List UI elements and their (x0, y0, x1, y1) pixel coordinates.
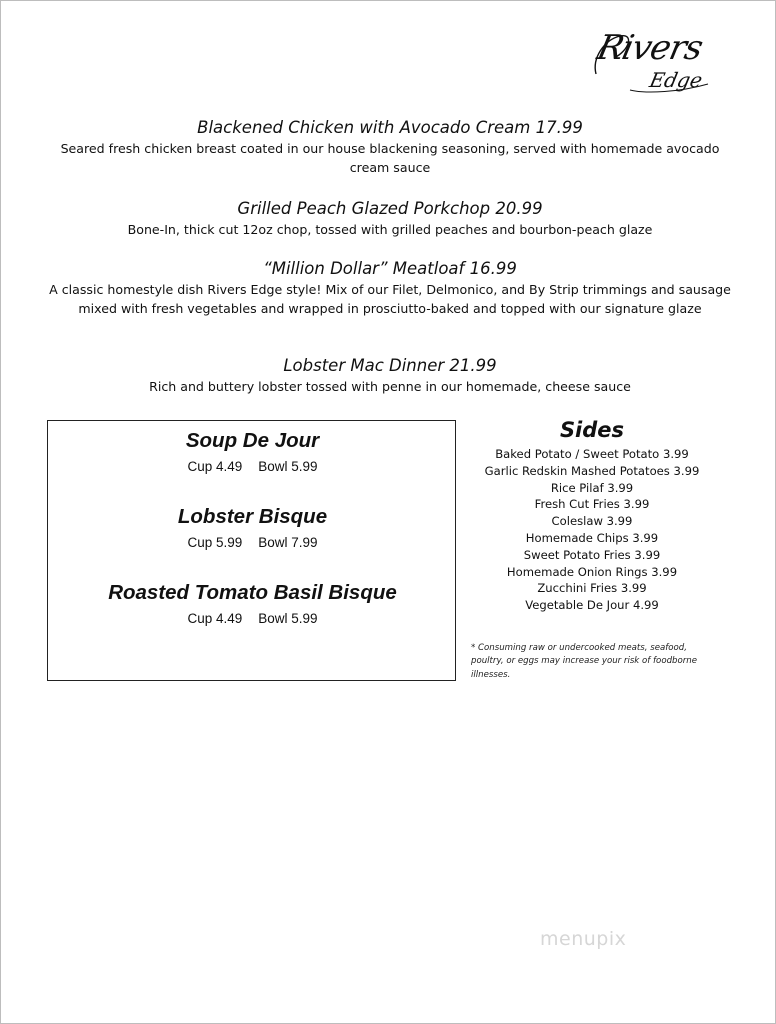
soup-price (48, 611, 457, 626)
dish-item (40, 259, 740, 318)
logo-line-1: Rivers (593, 28, 706, 68)
soup-item (48, 505, 457, 550)
sides-title: Sides (559, 418, 625, 442)
bowl-price: Bowl 7.99 (258, 535, 318, 550)
cup-price: Cup 4.49 (187, 611, 243, 626)
dish-item (40, 199, 740, 240)
side-item: Garlic Redskin Mashed Potatoes 3.99 (484, 463, 700, 478)
soup-name: Soup De Jour (185, 429, 320, 452)
dish-description: Bone-In, thick cut 12oz chop, tossed with grilled peaches and bourbon-peach glaze (127, 222, 653, 237)
side-item: Fresh Cut Fries 3.99 (534, 497, 650, 512)
cup-price: Cup 4.49 (187, 459, 243, 474)
dish-title: Lobster Mac Dinner 21.99 (283, 356, 497, 375)
side-item: Sweet Potato Fries 3.99 (523, 547, 661, 562)
dish-description: Seared fresh chicken breast coated in our house blackening seasoning, served with homemade avocado cream sauce (60, 141, 720, 175)
soup-item (48, 429, 457, 474)
soup-price (48, 535, 457, 550)
soup-name: Lobster Bisque (177, 505, 328, 528)
soup-box (47, 420, 456, 681)
food-safety-disclaimer: * Consuming raw or undercooked meats, seafood, poultry, or eggs may increase your risk of foodborne illnesses. (471, 643, 698, 680)
bowl-price: Bowl 5.99 (258, 611, 318, 626)
dish-title: Grilled Peach Glazed Porkchop 20.99 (237, 199, 543, 218)
rivers-edge-logo (590, 28, 720, 100)
logo-line-2: Edge (647, 68, 705, 92)
side-item: Zucchini Fries 3.99 (537, 581, 647, 596)
bowl-price: Bowl 5.99 (258, 459, 318, 474)
side-item: Coleslaw 3.99 (551, 514, 633, 529)
sides-list (470, 446, 714, 614)
sides-section (470, 418, 714, 614)
soup-name: Roasted Tomato Basil Bisque (108, 581, 397, 604)
dish-title: “Million Dollar” Meatloaf 16.99 (263, 259, 517, 278)
menupix-watermark: menupix (540, 928, 627, 950)
side-item: Vegetable De Jour 4.99 (525, 598, 659, 613)
side-item: Homemade Onion Rings 3.99 (506, 564, 678, 579)
soup-item (48, 581, 457, 626)
dish-description: A classic homestyle dish Rivers Edge style! Mix of our Filet, Delmonico, and By Strip trimmings and sausage mixed with fresh vegetables and wrapped in prosciutto-baked and topped with our signature glaze (49, 282, 731, 316)
dish-item (40, 118, 740, 177)
side-item: Rice Pilaf 3.99 (550, 480, 634, 495)
dish-description: Rich and buttery lobster tossed with penne in our homemade, cheese sauce (149, 379, 631, 394)
dish-item (40, 356, 740, 397)
soup-price (48, 459, 457, 474)
cup-price: Cup 5.99 (187, 535, 243, 550)
side-item: Baked Potato / Sweet Potato 3.99 (495, 447, 689, 461)
side-item: Homemade Chips 3.99 (525, 530, 659, 545)
dish-title: Blackened Chicken with Avocado Cream 17.99 (197, 118, 583, 137)
